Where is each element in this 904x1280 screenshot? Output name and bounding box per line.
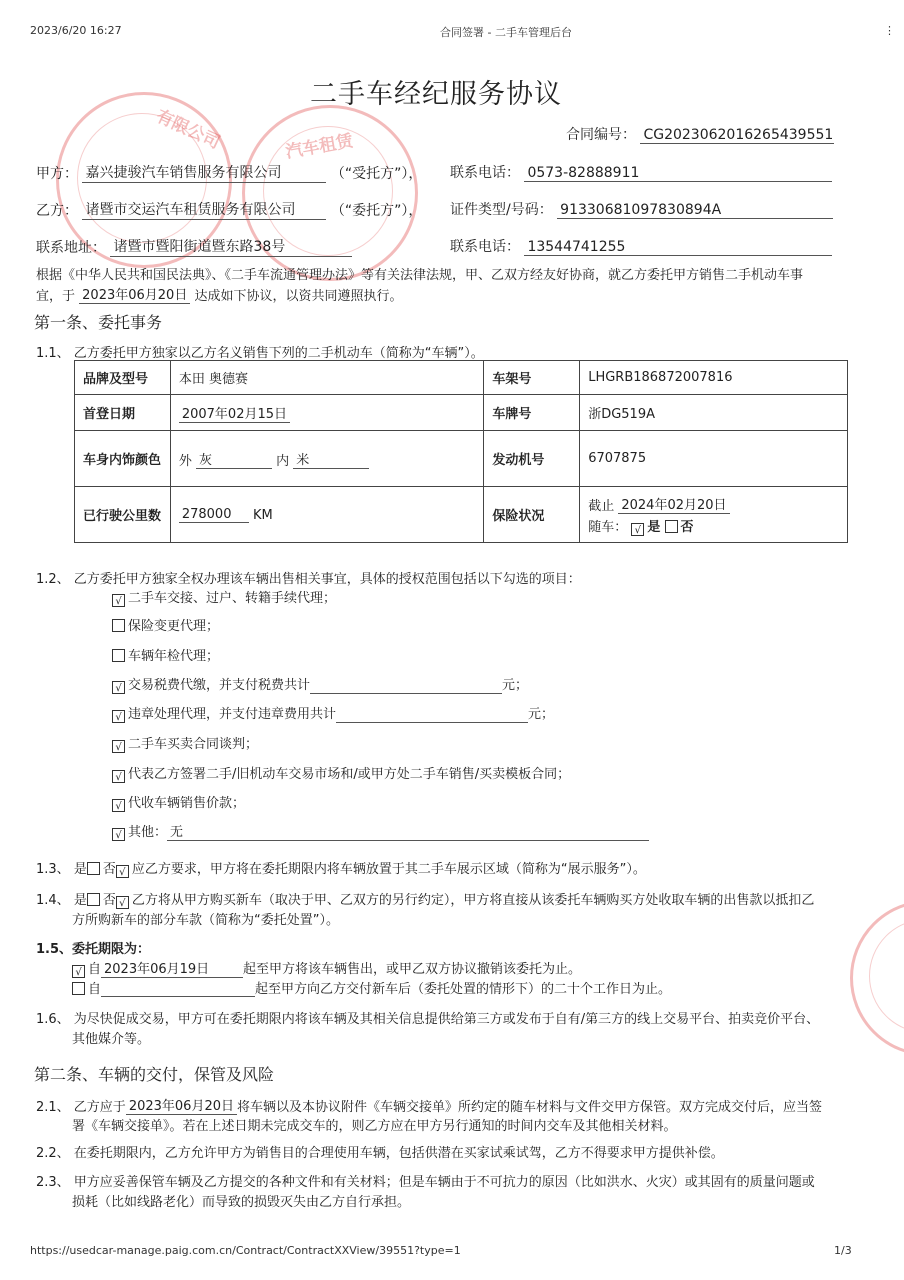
menu-dots-icon: ⋮ [884,24,895,37]
document-title: 二手车经纪服务协议 [310,79,562,110]
id-number-value: 91330681097830894A [557,202,833,219]
item-checkbox[interactable]: √ [112,828,125,841]
exterior-prefix: 外 [178,453,192,469]
party-a-phone-value: 0573-82888911 [524,165,832,182]
intro-text-end: 达成如下协议，以资共同遵照执行。 [194,289,403,304]
id-row [450,199,833,219]
item-checkbox[interactable]: √ [112,740,125,753]
reg-date-value: 2007年02月15日 [179,403,290,423]
clause-text: 应乙方要求，甲方将在委托期限内将车辆放置于其二手车展示区域（简称为“展示服务”）。 [131,862,646,877]
insurance-yes-label: 是 [647,519,661,535]
no-checkbox[interactable]: √ [116,896,129,909]
clause-2-3: 2.3、 甲方应妥善保管车辆及乙方提交的各种文件和有关材料；但是车辆由于不可抗力的原因（比如洪水、火灾）或其固有的质量问题或 [36,1175,815,1190]
table-row [75,487,848,543]
item-label: 二手车买卖合同谈判； [128,737,259,752]
item-label: 交易税费代缴，并支付税费共计 [128,678,311,693]
other-value: 无 [167,821,649,841]
item-label: 代收车辆销售价款； [128,796,246,811]
mileage-unit: KM [252,507,273,523]
vehicle-info-table [74,360,848,543]
interior-color-value: 米 [293,449,369,469]
term-date-field [101,981,255,997]
item-checkbox[interactable]: √ [112,594,125,607]
item-label: 违章处理代理，并支付违章费用共计 [128,707,337,722]
engine-label: 发动机号 [484,431,580,487]
term-start-date: 2023年06月19日 [101,958,243,978]
plate-label: 车牌号 [484,395,580,431]
mileage-label: 已行驶公里数 [75,487,171,543]
term-option-1 [72,958,581,978]
item-label: 二手车交接、过户、转籍手续代理； [128,591,337,606]
party-a-role: （“受托方”）， [330,166,423,182]
item-label: 代表乙方签署二手/旧机动车交易市场和/或甲方处二手车销售/买卖模板合同； [128,767,571,782]
clause-1-6-line-2: 其他媒介等。 [72,1032,151,1047]
clause-1-6: 1.6、 为尽快促成交易，甲方可在委托期限内将该车辆及其相关信息提供给第三方或发布于自有/第三方的线上交易平台、拍卖竞价平台、 [36,1012,820,1027]
list-item [112,733,258,753]
page-number: 1/3 [834,1244,852,1257]
list-item [112,703,554,723]
tax-amount-field [310,678,502,694]
list-item [112,645,219,664]
print-datetime: 2023/6/20 16:27 [30,24,122,37]
list-item [112,587,336,607]
party-b-row [36,199,422,220]
no-checkbox[interactable]: √ [116,865,129,878]
table-row [75,361,848,395]
term-text: 起至甲方向乙方交付新车后（委托处置的情形下）的二十个工作日为止。 [255,982,672,997]
address-label: 联系地址： [36,240,106,256]
yes-checkbox[interactable] [87,862,100,875]
interior-prefix: 内 [276,453,290,469]
list-item [112,821,649,841]
clause-number: 1.3、 [36,862,70,877]
intro-line-2 [36,284,402,304]
list-item [112,674,528,694]
reg-date-label: 首登日期 [75,395,171,431]
clause-2-2: 2.2、 在委托期限内，乙方允许甲方为销售目的合理使用车辆，包括供潜在买家试乘试驾，乙方不得要求甲方提供补偿。 [36,1146,724,1161]
clause-2-3-line-2: 损耗（比如线路老化）而导致的损毁灭失由乙方自行承担。 [72,1195,411,1210]
item-suffix: 元； [528,707,555,722]
term-prefix: 自 [88,982,102,997]
party-a-label: 甲方： [36,166,78,182]
no-label: 否 [102,893,116,908]
plate-value: 浙DG519A [580,395,848,431]
yes-label: 是 [73,893,87,908]
intro-text: 宜，于 [36,289,76,304]
address-row [36,236,352,257]
violation-amount-field [336,707,528,723]
intro-line-1: 根据《中华人民共和国民法典》、《二手车流通管理办法》等有关法律法规，甲、乙双方经友好协商，就乙方委托甲方销售二手机动车事 [36,268,804,283]
color-label: 车身内饰颜色 [75,431,171,487]
contract-number [566,124,834,144]
engine-value: 6707875 [580,431,848,487]
clause-1-5: 1.5、委托期限为： [36,942,151,957]
item-label: 保险变更代理； [128,619,220,634]
table-row [75,431,848,487]
brand-label: 品牌及型号 [75,361,171,395]
party-b-phone-label: 联系电话： [450,239,520,255]
list-item [112,763,570,783]
list-item [112,615,219,634]
party-b-phone-value: 13544741255 [524,239,832,256]
agreement-date: 2023年06月20日 [79,284,190,304]
clause-text: 2.1、 乙方应于 [36,1100,126,1115]
insurance-no-label: 否 [680,519,694,535]
term-option-2 [72,978,671,997]
item-checkbox[interactable]: √ [112,710,125,723]
address-value: 诸暨市暨阳街道暨东路38号 [110,236,352,257]
contract-number-label: 合同编号： [566,127,636,143]
vin-value: LHGRB186872007816 [580,361,848,395]
party-b-value: 诸暨市交运汽车租赁服务有限公司 [82,199,326,220]
clause-text: 乙方将从甲方购买新车（取决于甲、乙双方的另行约定），甲方将直接从该委托车辆购买方处收取车辆的出售款以抵扣乙 [131,893,815,908]
vin-label: 车架号 [484,361,580,395]
company-seal-left: 有限公司 [56,92,232,268]
insurance-until-prefix: 截止 [588,498,615,514]
insurance-with-car-label: 随车： [588,519,628,535]
id-type-label: 证件类型/号码： [450,202,553,218]
handover-date: 2023年06月20日 [126,1095,237,1115]
party-b-role: （“委托方”）， [330,203,423,219]
item-checkbox[interactable]: √ [112,770,125,783]
term-option-2-checkbox[interactable] [72,982,85,995]
no-label: 否 [102,862,116,877]
item-checkbox[interactable] [112,649,125,662]
party-a-phone-row [450,162,832,182]
yes-label: 是 [73,862,87,877]
party-b-label: 乙方： [36,203,78,219]
party-a-row [36,162,422,183]
item-checkbox[interactable]: √ [112,681,125,694]
insurance-yes-checkbox[interactable]: √ [631,523,644,536]
item-suffix: 元； [502,678,529,693]
party-a-phone-label: 联系电话： [450,165,520,181]
item-label: 车辆年检代理； [128,649,220,664]
table-row [75,395,848,431]
company-seal-right: 汽车租赁 [242,105,418,281]
insurance-label: 保险状况 [484,487,580,543]
term-text: 起至甲方将该车辆售出，或甲乙双方协议撤销该委托为止。 [243,962,582,977]
section-1-title: 第一条、委托事务 [34,313,163,332]
clause-text: 将车辆以及本协议附件《车辆交接单》所约定的随车材料与文件交甲方保管。双方完成交付后，应当签 [236,1100,822,1115]
section-2-title: 第二条、车辆的交付，保管及风险 [34,1065,275,1084]
clause-2-1 [36,1095,822,1115]
page-url: https://usedcar-manage.paig.com.cn/Contract/ContractXXView/39551?type=1 [30,1244,461,1257]
brand-value: 本田 奥德赛 [170,361,484,395]
mileage-value: 278000 [179,507,249,523]
browser-page-title: 合同签署 - 二手车管理后台 [440,26,572,39]
party-b-phone-row [450,236,832,256]
item-label: 其他： [128,825,168,840]
clause-1-2: 1.2、 乙方委托甲方独家全权办理该车辆出售相关事宜，具体的授权范围包括以下勾选的项目： [36,572,581,587]
term-option-1-checkbox[interactable]: √ [72,965,85,978]
list-item [112,792,245,812]
item-checkbox[interactable]: √ [112,799,125,812]
clause-1-3 [36,858,646,878]
insurance-no-checkbox[interactable] [665,520,678,533]
clause-number: 1.4、 [36,893,70,908]
clause-1-4 [36,889,814,909]
exterior-color-value: 灰 [196,449,272,469]
item-checkbox[interactable] [112,619,125,632]
contract-number-value: CG2023062016265439551 [640,127,834,144]
clause-1-4-line-2: 方所购新车的部分车款（简称为“委托处置”）。 [72,913,339,928]
party-a-value: 嘉兴捷骏汽车销售服务有限公司 [82,162,326,183]
company-seal-edge [850,900,904,1056]
yes-checkbox[interactable] [87,893,100,906]
clause-2-1-line-2: 署《车辆交接单》。若在上述日期未完成交车的，则乙方应在甲方另行通知的时间内交车及其他相关材料。 [72,1119,677,1134]
term-prefix: 自 [88,962,102,977]
clause-1-1: 1.1、 乙方委托甲方独家以乙方名义销售下列的二手机动车（简称为“车辆”）。 [36,346,484,361]
insurance-until-value: 2024年02月20日 [618,494,729,514]
